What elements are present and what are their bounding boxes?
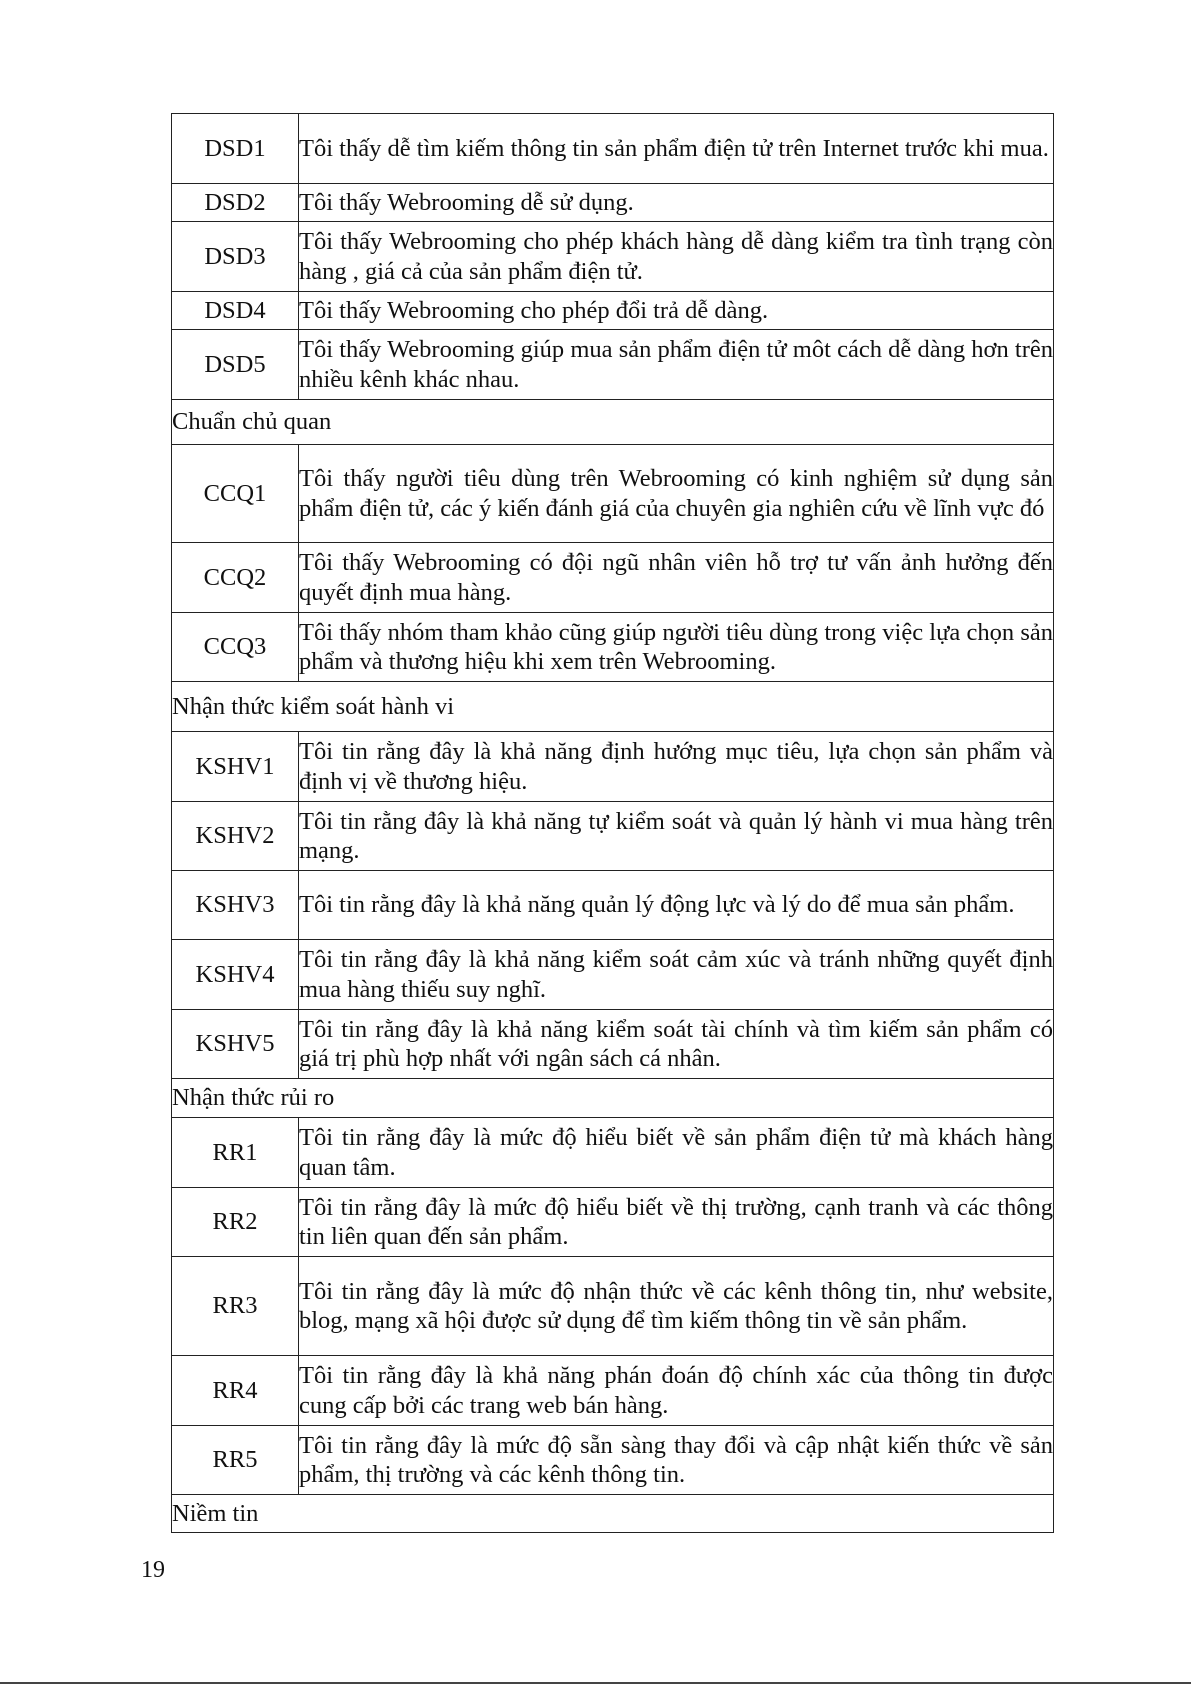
- item-text: Tôi thấy dễ tìm kiếm thông tin sản phẩm điện tử trên Internet trước khi mua.: [299, 114, 1054, 184]
- table-row: [172, 940, 1054, 1010]
- item-text: Tôi thấy Webrooming dễ sử dụng.: [299, 184, 1054, 222]
- table-row: [172, 1010, 1054, 1079]
- table-row: [172, 802, 1054, 871]
- item-text: Tôi tin rằng đây là mức độ hiểu biết về sản phẩm điện tử mà khách hàng quan tâm.: [299, 1118, 1054, 1188]
- item-code: RR3: [172, 1257, 299, 1356]
- section-row: [172, 1079, 1054, 1118]
- table-row: [172, 613, 1054, 682]
- page-bottom-divider: [0, 1682, 1191, 1684]
- item-code: KSHV4: [172, 940, 299, 1010]
- item-text: Tôi thấy Webrooming có đội ngũ nhân viên hỗ trợ tư vấn ảnh hưởng đến quyết định mua hàng.: [299, 543, 1054, 613]
- table-row: [172, 184, 1054, 222]
- item-text: Tôi tin rằng đây là khả năng kiểm soát tài chính và tìm kiếm sản phẩm có giá trị phù hợp nhất với ngân sách cá nhân.: [299, 1010, 1054, 1079]
- item-text: Tôi tin rằng đây là khả năng định hướng mục tiêu, lựa chọn sản phẩm và định vị về thương hiệu.: [299, 732, 1054, 802]
- item-code: KSHV5: [172, 1010, 299, 1079]
- item-code: RR1: [172, 1118, 299, 1188]
- item-text: Tôi tin rằng đây là khả năng kiểm soát cảm xúc và tránh những quyết định mua hàng thiếu suy nghĩ.: [299, 940, 1054, 1010]
- section-heading: Chuẩn chủ quan: [172, 400, 1054, 445]
- survey-items-table: [171, 113, 1054, 1533]
- table-row: [172, 114, 1054, 184]
- item-text: Tôi tin rằng đây là mức độ nhận thức về các kênh thông tin, như website, blog, mạng xã hội được sử dụng để tìm kiếm thông tin về sản phẩm.: [299, 1257, 1054, 1356]
- item-code: DSD5: [172, 330, 299, 400]
- item-code: DSD4: [172, 292, 299, 330]
- table-row: [172, 543, 1054, 613]
- item-text: Tôi tin rằng đây là khả năng phán đoán độ chính xác của thông tin được cung cấp bởi các trang web bán hàng.: [299, 1356, 1054, 1426]
- item-code: RR2: [172, 1188, 299, 1257]
- item-code: RR4: [172, 1356, 299, 1426]
- item-code: KSHV2: [172, 802, 299, 871]
- item-code: DSD2: [172, 184, 299, 222]
- table-row: [172, 732, 1054, 802]
- item-code: CCQ1: [172, 445, 299, 543]
- table-row: [172, 871, 1054, 940]
- table-row: [172, 1426, 1054, 1495]
- section-heading: Nhận thức kiểm soát hành vi: [172, 682, 1054, 732]
- item-text: Tôi thấy Webrooming cho phép khách hàng dễ dàng kiểm tra tình trạng còn hàng , giá cả của sản phẩm điện tử.: [299, 222, 1054, 292]
- item-text: Tôi tin rằng đây là mức độ sẵn sàng thay đổi và cập nhật kiến thức về sản phẩm, thị trường và các kênh thông tin.: [299, 1426, 1054, 1495]
- item-text: Tôi thấy Webrooming cho phép đổi trả dễ dàng.: [299, 292, 1054, 330]
- item-code: KSHV1: [172, 732, 299, 802]
- item-code: KSHV3: [172, 871, 299, 940]
- item-text: Tôi tin rằng đây là mức độ hiểu biết về thị trường, cạnh tranh và các thông tin liên quan đến sản phẩm.: [299, 1188, 1054, 1257]
- item-text: Tôi thấy người tiêu dùng trên Webrooming có kinh nghiệm sử dụng sản phẩm điện tử, các ý kiến đánh giá của chuyên gia nghiên cứu về lĩnh vực đó: [299, 445, 1054, 543]
- item-code: DSD1: [172, 114, 299, 184]
- table-row: [172, 445, 1054, 543]
- item-code: CCQ2: [172, 543, 299, 613]
- table-row: [172, 222, 1054, 292]
- item-code: CCQ3: [172, 613, 299, 682]
- section-row: [172, 682, 1054, 732]
- table-row: [172, 1188, 1054, 1257]
- item-text: Tôi tin rằng đây là khả năng quản lý động lực và lý do để mua sản phẩm.: [299, 871, 1054, 940]
- item-text: Tôi tin rằng đây là khả năng tự kiểm soát và quản lý hành vi mua hàng trên mạng.: [299, 802, 1054, 871]
- table-row: [172, 1118, 1054, 1188]
- section-row: [172, 400, 1054, 445]
- table-row: [172, 1257, 1054, 1356]
- page-number: 19: [141, 1557, 165, 1583]
- table-row: [172, 1356, 1054, 1426]
- item-text: Tôi thấy nhóm tham khảo cũng giúp người tiêu dùng trong việc lựa chọn sản phẩm và thương hiệu khi xem trên Webrooming.: [299, 613, 1054, 682]
- table-row: [172, 330, 1054, 400]
- table-row: [172, 292, 1054, 330]
- item-code: RR5: [172, 1426, 299, 1495]
- section-heading: Niềm tin: [172, 1495, 1054, 1533]
- section-row: [172, 1495, 1054, 1533]
- item-code: DSD3: [172, 222, 299, 292]
- section-heading: Nhận thức rủi ro: [172, 1079, 1054, 1118]
- item-text: Tôi thấy Webrooming giúp mua sản phẩm điện tử môt cách dễ dàng hơn trên nhiều kênh khác nhau.: [299, 330, 1054, 400]
- table-body: [172, 114, 1054, 1533]
